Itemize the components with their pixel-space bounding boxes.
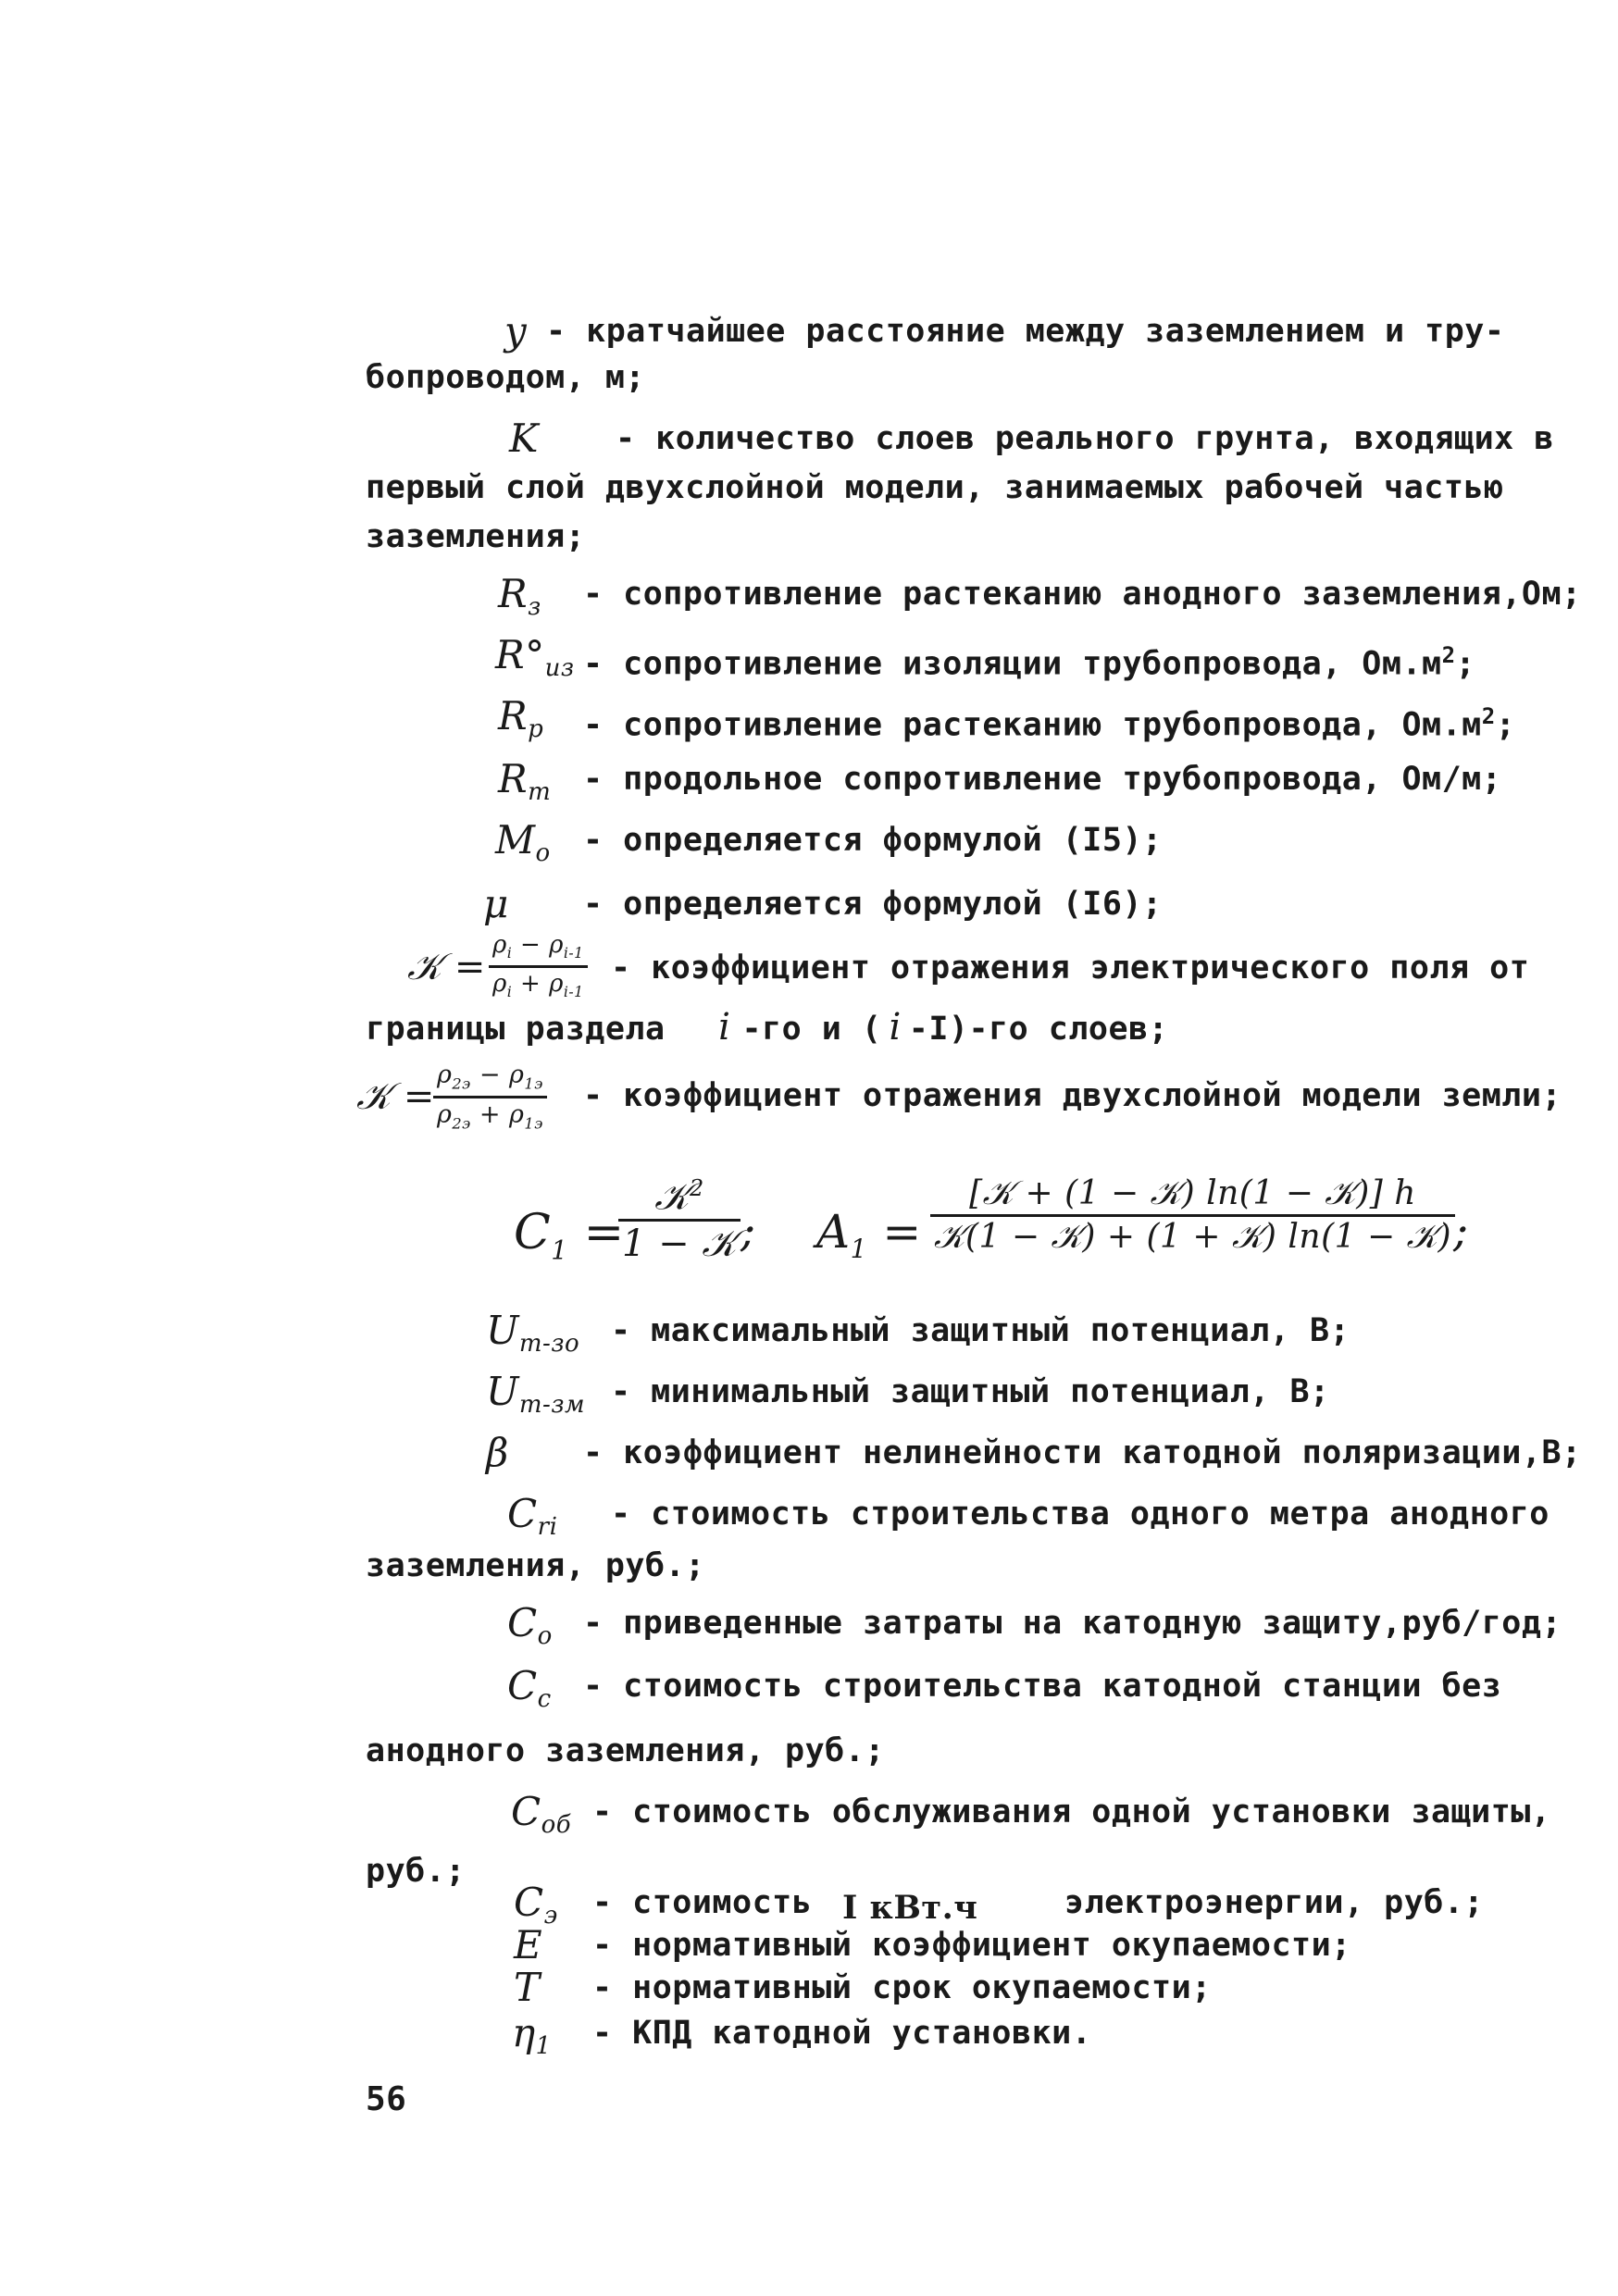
definition-text: - максимальный защитный потенциал, В; <box>611 1312 1350 1349</box>
symbol-e: E <box>514 1922 543 1967</box>
definition-text: - количество слоев реального грунта, входящих в <box>616 420 1554 457</box>
fraction-kappa-i: $\rho_i - \rho_{i-1}$ $\rho_i + \rho_{i-1}$ <box>489 933 588 1000</box>
symbol-k: K <box>509 416 539 461</box>
formula-kappa-i: 𝒦 = <box>407 946 486 988</box>
symbol-r-t: $R_т$ <box>498 756 552 806</box>
definition-text: - стоимость строительства одного метра анодного <box>611 1496 1550 1533</box>
formula-kappa: 𝒦 = <box>356 1075 435 1118</box>
symbol-c-c: $C_c$ <box>507 1663 552 1713</box>
definition-continuation: заземления; <box>366 518 586 555</box>
symbol-mu: μ <box>483 881 509 926</box>
definition-text: - определяется формулой (I5); <box>583 822 1163 859</box>
symbol-u-t-zm: $U_{т-зм}$ <box>486 1369 586 1419</box>
symbol-r-z: $R_з$ <box>498 571 541 621</box>
definition-continuation: границы раздела i -го и ( i -I)-го слоев; <box>366 1006 1169 1049</box>
definition-text: - стоимость строительства катодной станции без <box>583 1668 1502 1705</box>
formula-a1: $A_1$ = <box>816 1205 922 1264</box>
formula-c1: $C_1$ = <box>514 1205 625 1266</box>
definition-text: - КПД катодной установки. <box>592 2015 1092 2052</box>
definition-text: - продольное сопротивление трубопровода, Ом/м; <box>583 761 1502 798</box>
definition-text: - стоимость <box>592 1884 813 1921</box>
fraction-c1: 𝒦$^2$ 1 − 𝒦 <box>618 1177 741 1262</box>
symbol-beta: β <box>486 1430 509 1475</box>
fraction-a1: [𝒦 + (1 − 𝒦) ln(1 − 𝒦)] h 𝒦(1 − 𝒦) + (1 + 𝒦) ln(1 − 𝒦) <box>930 1177 1455 1254</box>
symbol-c-ri: $C_{ri}$ <box>507 1491 558 1541</box>
definition-text: - стоимость обслуживания одной установки защиты, <box>592 1793 1551 1831</box>
symbol-c-e: $C_э$ <box>514 1880 558 1930</box>
symbol-m-o: $M_o$ <box>495 817 551 867</box>
definition-text: - нормативный коэффициент окупаемости; <box>592 1927 1351 1964</box>
definition-text: - сопротивление растеканию анодного заземления,Ом; <box>583 576 1582 613</box>
definition-unit: I кВт.ч <box>842 1889 978 1927</box>
symbol-r-p: $R_p$ <box>498 693 544 743</box>
page-number: 56 <box>366 2080 407 2118</box>
definition-continuation: руб.; <box>366 1853 466 1890</box>
definition-continuation: первый слой двухслойной модели, занимаемых рабочей частью <box>366 469 1504 506</box>
definition-text: - определяется формулой (I6); <box>583 886 1163 923</box>
definition-continuation: заземления, руб.; <box>366 1547 705 1584</box>
definition-continuation: бопроводом, м; <box>366 359 646 396</box>
definition-text: - сопротивление растеканию трубопровода, $Ом.м^2$; <box>583 703 1516 744</box>
definition-text: - коэффициент отражения двухслойной модели земли; <box>583 1077 1562 1114</box>
symbol-y: y <box>504 308 528 354</box>
definition-text: - коэффициент нелинейности катодной поляризации,В; <box>583 1434 1582 1471</box>
symbol-eta: $\eta_1$ <box>512 2010 552 2060</box>
definition-text-end: электроэнергии, руб.; <box>1064 1884 1485 1921</box>
symbol-r-iz: $R^\circ_{из}$ <box>495 632 575 682</box>
definition-text: - сопротивление изоляции трубопровода, $Ом.м^2$; <box>583 642 1476 683</box>
symbol-c-ob: $C_{об}$ <box>511 1789 572 1839</box>
symbol-c-o: $C_o$ <box>507 1600 553 1650</box>
definition-text: - минимальный защитный потенциал, В; <box>611 1373 1330 1410</box>
definition-text: - коэффициент отражения электрического поля от <box>611 949 1530 987</box>
definition-continuation: анодного заземления, руб.; <box>366 1732 885 1769</box>
symbol-t: T <box>514 1965 541 2010</box>
definition-text: - приведенные затраты на катодную защиту,руб/год; <box>583 1605 1562 1642</box>
symbol-u-t-zo: $U_{т-зо}$ <box>486 1308 580 1358</box>
definition-text: - нормативный срок окупаемости; <box>592 1969 1212 2006</box>
fraction-kappa: $\rho_{2э} - \rho_{1э}$ $\rho_{2э} + \rho_{1э}$ <box>433 1062 547 1131</box>
definition-text: - кратчайшее расстояние между заземлением и тру- <box>546 313 1505 350</box>
